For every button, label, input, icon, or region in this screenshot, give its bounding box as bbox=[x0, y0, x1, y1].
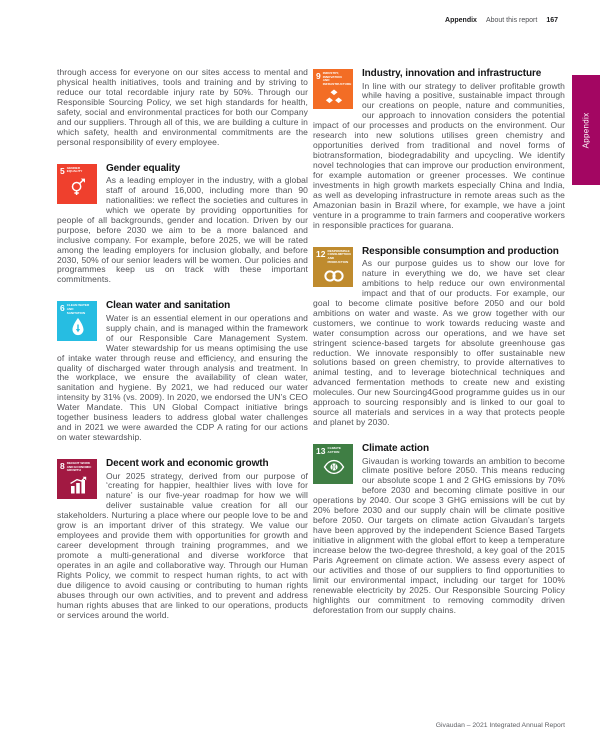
sdg5-gender-equality-icon bbox=[57, 164, 97, 204]
section-title: Climate action bbox=[362, 443, 429, 454]
section-title: Gender equality bbox=[106, 162, 181, 174]
section-responsible-consumption bbox=[313, 246, 565, 428]
sdg-number: 5 bbox=[60, 165, 65, 176]
left-column bbox=[57, 68, 308, 621]
gender-symbol-icon bbox=[60, 175, 95, 198]
section-title: Responsible consumption and production bbox=[362, 245, 559, 257]
sdg-goal-label: CLEAN WATER AND SANITATION bbox=[66, 303, 90, 315]
section-climate-action bbox=[313, 443, 565, 616]
page-footer bbox=[436, 722, 565, 729]
sdg-goal-label: CLIMATE ACTION bbox=[327, 446, 341, 454]
sdg-number: 13 bbox=[316, 446, 326, 456]
appendix-side-tab-label: Appendix bbox=[581, 112, 591, 148]
breadcrumb-subsection: About this report bbox=[485, 17, 538, 24]
infinity-loop-icon bbox=[316, 264, 351, 287]
section-body: As our purpose guides us to show our love for nature in everything we do, we have set clear ambitions to help reduce our own environmental impact and that of our products. For example, our goal to become climate positive before 2050 and our bold ambitions on water and waste. As we grow together with our customers, we continue to work towards reducing waste and water consumption across our operations, and we have set stringent science-based targets for absolute greenhouse gas reduction. We innovate responsibly to offer sustainable new solutions based on green chemistry, to provide alternatives to animal testing, and to leverage biotechnical techniques and advanced fermentation methods to create new and existing molecules. Our new Sourcing4Good programme guides us in our approach to sourcing responsibly and is linked to our goal to source all materials and services in a way that protects people and planet by 2030. bbox=[313, 258, 565, 428]
section-body: Our 2025 strategy, derived from our purpose of ‘creating for happier, healthier lives with love for nature’ is our five-year roadmap for how we will deliver sustainable value creation for all our stakeholders. Nurturing a place where our people love to be and grow is an important driver of this strategy. We value our employees and provide them with opportunities for growth and career development through training programmes, and we promote a multi-generational and diverse workforce that operates in an agile and collaborative way. Through our Human Rights Policy, we commit to respect human rights, to act with due diligence to avoid causing or contributing to human rights abuses through our own activities, and to prevent and address human rights abuses that are linked to our operations, products or services around the world. bbox=[57, 470, 308, 620]
sdg-number: 6 bbox=[60, 303, 65, 314]
section-body: As a leading employer in the industry, with a global staff of around 16,000, including more than 90 nationalities: we reflect the societies and cultures in which we operate by providing opportunities for people of all backgrounds, gender and location. Driven by our purpose, before 2030 we aim to be a more balanced and inclusive company. For example, before 2025, we will be rated among the leading employers for inclusion globally, and before 2030, 50% of our senior leaders will be women. Our policies and programmes keep us on track with these important commitments. bbox=[57, 175, 308, 285]
section-title: Industry, innovation and infrastructure bbox=[362, 68, 542, 79]
footer-text: Givaudan – 2021 Integrated Annual Report bbox=[435, 722, 565, 729]
eye-globe-icon bbox=[316, 456, 351, 479]
breadcrumb-section: Appendix bbox=[445, 17, 477, 24]
sdg12-responsible-consumption-icon bbox=[313, 247, 353, 287]
sdg-goal-label: DECENT WORK AND ECONOMIC GROWTH bbox=[66, 461, 92, 473]
right-column bbox=[313, 68, 565, 621]
sdg-goal-label: INDUSTRY, INNOVATION AND INFRASTRUCTURE bbox=[322, 71, 352, 87]
cubes-icon bbox=[316, 87, 351, 110]
sdg8-decent-work-icon bbox=[57, 459, 97, 499]
appendix-side-tab[interactable] bbox=[572, 75, 600, 185]
page-number: 167 bbox=[546, 17, 558, 24]
section-body: In line with our strategy to deliver profitable growth while having a positive, sustainable impact through our creations on people, nature and communities, our approach to innovation considers the potential impact of our processes and products on the environment. Our research into new solutions utilises green chemistry and opportunities derived from traditional and novel forms of biotransformation, biodegradability and upcycling. We identify novel technologies that can improve our production environment, for example automation or greener processes. We continue investments in high growth markets especially China and India, as well as developing infrastructure in remote areas such as the Amazonian basin in Brazil where, for example, we have a joint venture in a programme to train farmers and cooperative workers in responsible practices for guarana. bbox=[313, 80, 565, 230]
section-title: Clean water and sanitation bbox=[106, 300, 231, 312]
sdg-goal-label: GENDER EQUALITY bbox=[66, 165, 83, 174]
section-decent-work bbox=[57, 458, 308, 621]
section-body: Givaudan is working towards an ambition to become climate positive before 2050. This means reducing our absolute scope 1 and 2 GHG emissions by 70% before 2030 and becoming climate positive in our operations by 2040. Our scope 3 GHG emissions will be cut by 20% before 2030 and our supply chain will be climate positive before 2050. Our targets on climate action Givaudan’s targets have been approved by the independent Science Based Targets initiative in alignment with the global effort to keep a temperature increase below the two-degree threshold, a key goal of the 2015 Paris Agreement on climate action. We assess every aspect of our activities and those of our suppliers to find opportunities to limit our environmental impact, including our target for 100% renewable electricity by 2025. Our Responsible Sourcing Policy highlights our commitment to removing commodity driven deforestation from our supply chains. bbox=[313, 455, 565, 615]
section-body: Water is an essential element in our operations and supply chain, and is managed within the framework of our Responsible Care Management System. Water stewardship for us means optimising the use of intake water through reuse and efficiency, and ensuring the quality of discharged water through analysis and treatment. In the workplace, we ensure the availability of clean water, sanitation and hygiene. By 2021, we had reduced our water intensity by 31% (vs. 2009). In 2020, we endorsed the UN’s CEO Water Mandate. This UN Global Compact initiative brings together business leaders to address global water challenges and in 2021 we were awarded the CDP A rating for our actions on water stewardship. bbox=[57, 312, 308, 443]
sdg-goal-label: RESPONSIBLE CONSUMPTION AND PRODUCTION bbox=[327, 248, 351, 264]
section-gender-equality bbox=[57, 163, 308, 286]
sdg13-climate-action-icon bbox=[313, 444, 353, 484]
section-industry-innovation bbox=[313, 68, 565, 231]
intro-paragraph: through access for everyone on our sites access to mental and physical health initiatives, tools and training and by striving to reduce our total recordable injury rate by 50%. Through our Responsible Sourcing Policy, we set high standards for health, safety, social and environmental practices for both our Company and our suppliers. Through all of this, we are building a culture in which safety, health and environmental commitments are the personal responsibility of every employee. bbox=[57, 67, 308, 147]
sdg6-clean-water-icon bbox=[57, 301, 97, 341]
sdg-number: 8 bbox=[60, 461, 65, 471]
sdg9-industry-innovation-icon bbox=[313, 69, 353, 109]
water-drop-icon bbox=[60, 315, 95, 338]
page-header bbox=[445, 17, 558, 24]
growth-chart-icon bbox=[60, 473, 95, 496]
sdg-number: 12 bbox=[316, 248, 326, 259]
sdg-number: 9 bbox=[316, 71, 321, 81]
section-clean-water bbox=[57, 300, 308, 443]
section-title: Decent work and economic growth bbox=[106, 458, 269, 469]
content-columns bbox=[57, 68, 565, 621]
